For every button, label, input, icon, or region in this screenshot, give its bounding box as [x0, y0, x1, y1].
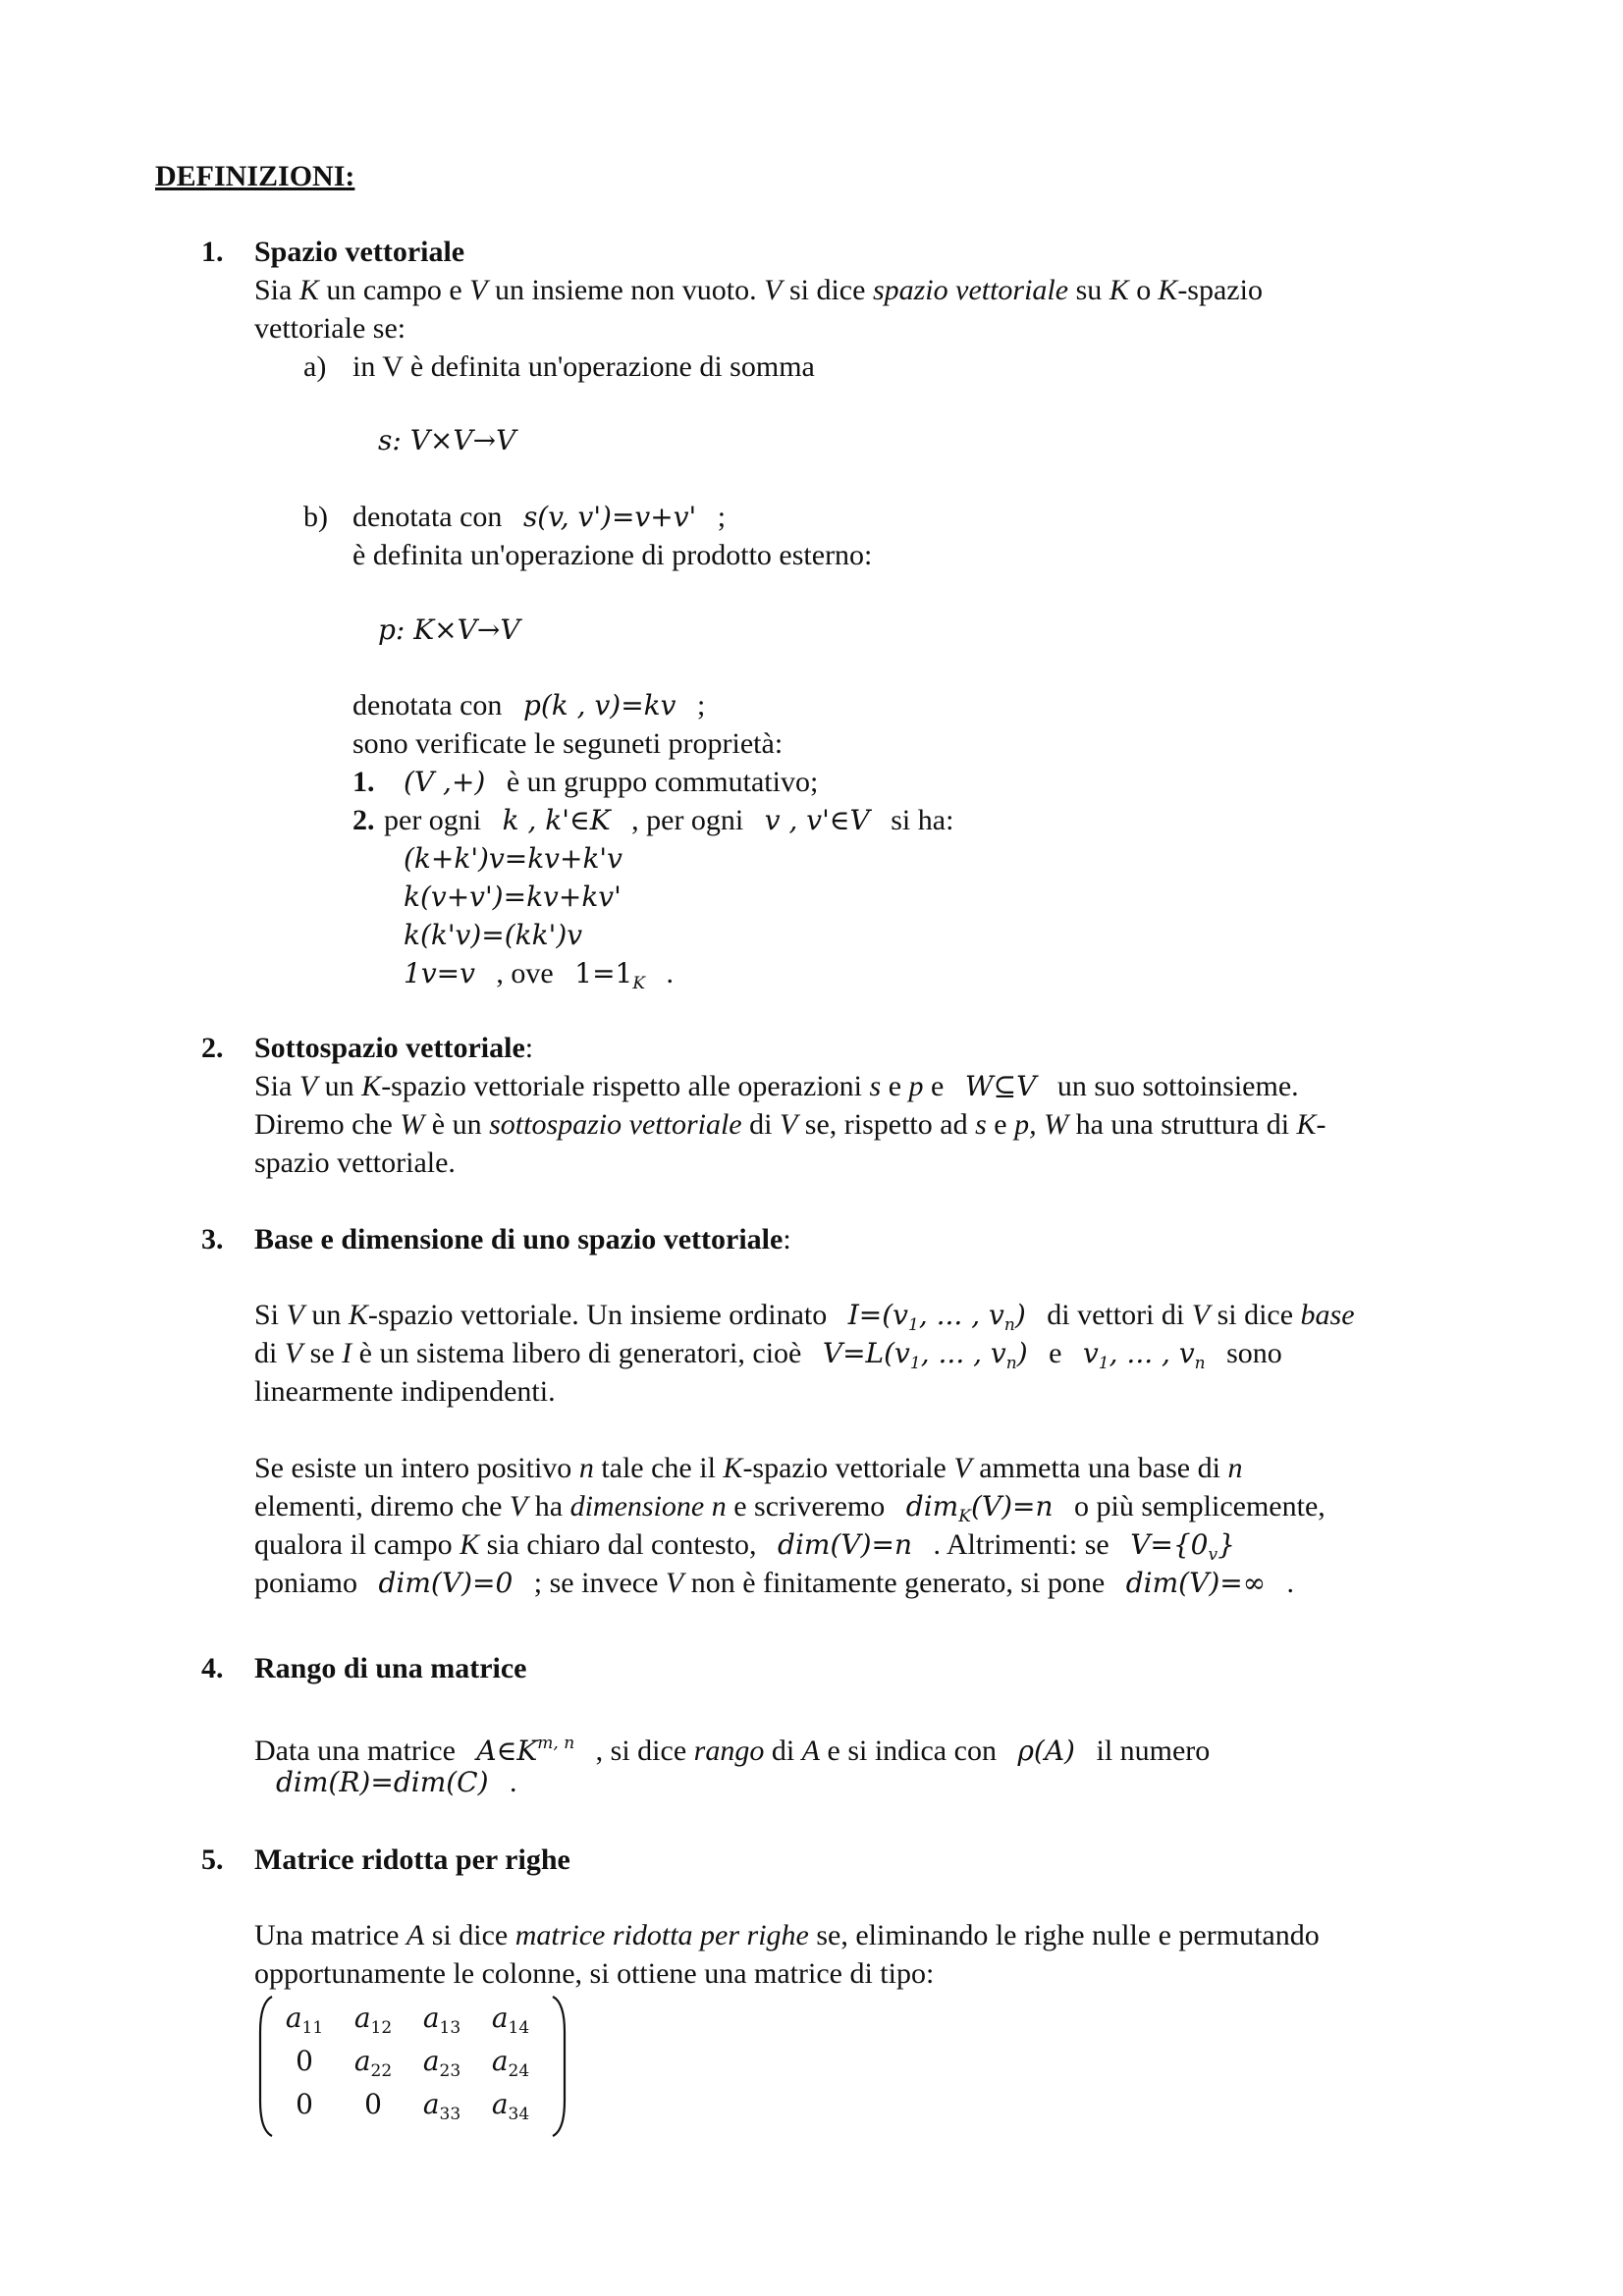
matrix-right-paren [549, 1993, 570, 2140]
section-number: 5. [201, 1843, 224, 1876]
matrix-cell: $a_{14}$ [491, 2002, 530, 2038]
item-a-text: in V è definita un'operazione di somma [352, 350, 815, 383]
paragraph-2-line-2: elementi, diremo che V ha dimensione n e scriveremo dim$_K$(V)=n o più semplicemente, [254, 1490, 1325, 1526]
paragraph-1-line-3: linearmente indipendenti. [254, 1375, 556, 1408]
paragraph-2-line-4: poniamo dim(V)=0 ; se invece V non è finitamente generato, si pone dim(V)=∞ . [254, 1567, 1295, 1599]
section-intro-line-2: vettoriale se: [254, 312, 406, 345]
reduced-matrix [254, 1993, 588, 2140]
section-number: 1. [201, 236, 224, 268]
paragraph-2-line-3: qualora il campo K sia chiaro dal contesto, dim(V)=n . Altrimenti: se $V=\{0_v\}$ [254, 1528, 1235, 1565]
section-title: Spazio vettoriale [254, 236, 465, 268]
section-title-row: Sottospazio vettoriale: [254, 1032, 534, 1064]
item-b-line-4: sono verificate le seguneti proprietà: [352, 727, 784, 760]
section-number: 2. [201, 1032, 224, 1064]
property-2: per ogni k , k'∈K , per ogni v , v'∈V si ha: [384, 804, 954, 836]
matrix-cell: $a_{23}$ [422, 2045, 461, 2081]
equation-4: 1v=v , ove $1=1_K$ . [404, 957, 675, 993]
section-line-2: Diremo che W è un sottospazio vettoriale di V se, rispetto ad s e p, W ha una struttura di K- [254, 1108, 1326, 1141]
section-title: Matrice ridotta per righe [254, 1843, 570, 1876]
matrix-cell: $a_{12}$ [353, 2002, 393, 2038]
section-line-2: opportunamente le colonne, si ottiene una matrice di tipo: [254, 1957, 935, 1990]
property-2-number: 2. [352, 804, 375, 836]
section-title: Base e dimensione di uno spazio vettoriale [254, 1223, 784, 1255]
section-intro-line-1: Sia K un campo e V un insieme non vuoto. V si dice spazio vettoriale su K o K-spazio [254, 274, 1263, 306]
paragraph-1-line-2: di V se I è un sistema libero di generatori, cioè $V=L(v_1$, ... , $v_n$) e $v_1$, ... , $v_n$ sono [254, 1337, 1282, 1373]
section-number: 4. [201, 1652, 224, 1684]
item-b-line-3: denotata con p(k , v)=kv ; [352, 689, 706, 721]
matrix-left-paren [254, 1993, 276, 2140]
item-a-label: a) [303, 350, 327, 383]
section-line-1: Sia V un K-spazio vettoriale rispetto alle operazioni s e p e W⊆V un suo sottoinsieme. [254, 1070, 1299, 1102]
item-b-label: b) [303, 501, 328, 533]
section-line-3: spazio vettoriale. [254, 1147, 456, 1179]
matrix-cell: 0 [364, 2088, 382, 2120]
section-title-row: Base e dimensione di uno spazio vettoriale: [254, 1223, 791, 1255]
equation-1: (k+k')v=kv+k'v [404, 842, 622, 875]
item-b-line-1: denotata con s(v, v')=v+v' ; [352, 501, 727, 533]
section-title: Sottospazio vettoriale [254, 1032, 525, 1064]
matrix-cell: $a_{33}$ [422, 2088, 461, 2124]
item-b-line-2: è definita un'operazione di prodotto esterno: [352, 539, 873, 571]
matrix-cell: $a_{13}$ [422, 2002, 461, 2038]
paragraph-1-line-1: Si V un K-spazio vettoriale. Un insieme ordinato $I=(v_1$, ... , $v_n$) di vettori di V si dice base [254, 1299, 1355, 1335]
matrix-cell: $a_{34}$ [491, 2088, 530, 2124]
property-1: (V ,+) è un gruppo commutativo; [404, 766, 819, 798]
matrix-cell: 0 [296, 2088, 313, 2120]
matrix-cell: 0 [296, 2045, 313, 2077]
formula-somma: s: V×V→V [378, 424, 516, 456]
formula-prodotto: p: K×V→V [378, 614, 520, 646]
matrix-cell: $a_{24}$ [491, 2045, 530, 2081]
section-line-2: dim(R)=dim(C) . [276, 1766, 517, 1798]
section-line-1: Data una matrice $A\in K^{m, n}$ , si dice rango di A e si indica con ρ(A) il numero [254, 1734, 1211, 1767]
equation-2: k(v+v')=kv+kv' [404, 881, 622, 913]
section-number: 3. [201, 1223, 224, 1255]
section-title: Rango di una matrice [254, 1652, 527, 1684]
matrix-cell: $a_{11}$ [285, 2002, 324, 2038]
property-1-number: 1. [352, 766, 375, 798]
equation-3: k(k'v)=(kk')v [404, 919, 583, 951]
page-title: DEFINIZIONI: [155, 160, 355, 192]
paragraph-2-line-1: Se esiste un intero positivo n tale che il K-spazio vettoriale V ammetta una base di n [254, 1452, 1243, 1484]
matrix-cell: $a_{22}$ [353, 2045, 393, 2081]
section-line-1: Una matrice A si dice matrice ridotta per righe se, eliminando le righe nulle e permutando [254, 1919, 1320, 1951]
